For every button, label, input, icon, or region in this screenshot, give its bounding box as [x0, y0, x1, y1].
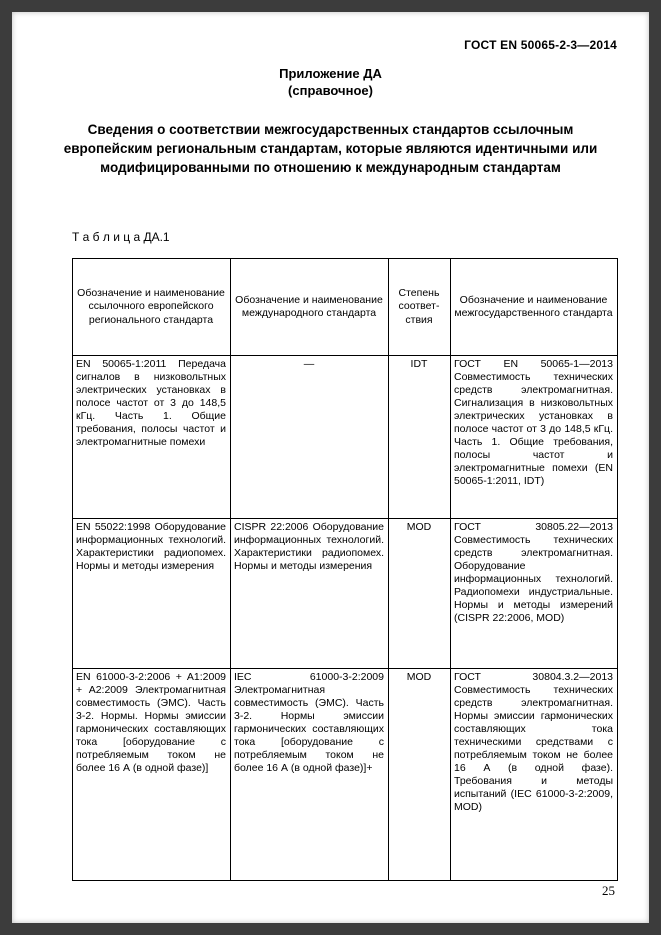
- appendix-title: Приложение ДА: [279, 66, 382, 81]
- col-header-international-standard: Обозначение и наименование международного стандарта: [231, 259, 389, 356]
- col-header-european-standard: Обозначение и наименование ссылочного европейского регионального стандарта: [73, 259, 231, 356]
- table-row: [73, 519, 618, 669]
- cell-international-standard: IEC 61000-3-2:2009 Электромагнитная совместимость (ЭМС). Часть 3-2. Нормы эмиссии гармонических составляющих тока [оборудование с потребляемым током не более 16 А (в одной фазе)]+: [231, 669, 389, 881]
- appendix-subtitle: (справочное): [288, 83, 373, 98]
- section-title: Сведения о соответствии межгосударственных стандартов ссылочным европейским региональным стандартам, которые являются идентичными или модифицированными по отношению к международным стандартам: [63, 122, 598, 175]
- correspondence-table: [72, 258, 618, 881]
- col-header-degree: Степень соответствия: [389, 259, 451, 356]
- cell-degree: MOD: [389, 519, 451, 669]
- table-row: [73, 669, 618, 881]
- doc-header: ГОСТ EN 50065-2-3—2014: [464, 38, 617, 52]
- document-page: [12, 12, 649, 923]
- cell-international-standard: CISPR 22:2006 Оборудование информационных технологий. Характеристики радиопомех. Нормы и методы измерения: [231, 519, 389, 669]
- cell-european-standard: EN 55022:1998 Оборудование информационных технологий. Характеристики радиопомех. Нормы и методы измерения: [73, 519, 231, 669]
- table-header-row: [73, 259, 618, 356]
- cell-international-standard: —: [231, 356, 389, 519]
- cell-interstate-standard: ГОСТ 30804.3.2—2013 Совместимость технических средств электромагнитная. Нормы эмиссии гармонических составляющих тока техническими средствами с потребляемым током не более 16 А (в одной фазе). Требования и методы испытаний (IEC 61000-3-2:2009, MOD): [451, 669, 618, 881]
- table-row: [73, 356, 618, 519]
- cell-european-standard: EN 61000-3-2:2006 + A1:2009 + A2:2009 Электромагнитная совместимость (ЭМС). Часть 3-2. Нормы. Нормы эмиссии гармонических составляющих тока [оборудование с потребляемым током не более 16 А (в одной фазе)]: [73, 669, 231, 881]
- cell-degree: IDT: [389, 356, 451, 519]
- cell-degree: MOD: [389, 669, 451, 881]
- col-header-interstate-standard: Обозначение и наименование межгосударственного стандарта: [451, 259, 618, 356]
- cell-european-standard: EN 50065-1:2011 Передача сигналов в низковольтных электрических установках в полосе частот от 3 до 148,5 кГц. Часть 1. Общие требования, полосы частот и электромагнитные помехи: [73, 356, 231, 519]
- page-number: 25: [602, 883, 615, 898]
- table-label: Т а б л и ц а ДА.1: [72, 230, 170, 244]
- cell-interstate-standard: ГОСТ EN 50065-1—2013 Совместимость технических средств электромагнитная. Сигнализация в низковольтных электрических установках в полосе частот от 3 до 148,5 кГц. Часть 1. Общие требования, полосы частот и электромагнитные помехи (EN 50065-1:2011, IDT): [451, 356, 618, 519]
- cell-interstate-standard: ГОСТ 30805.22—2013 Совместимость технических средств электромагнитная. Оборудование информационных технологий. Радиопомехи индустриальные. Нормы и методы измерений (CISPR 22:2006, MOD): [451, 519, 618, 669]
